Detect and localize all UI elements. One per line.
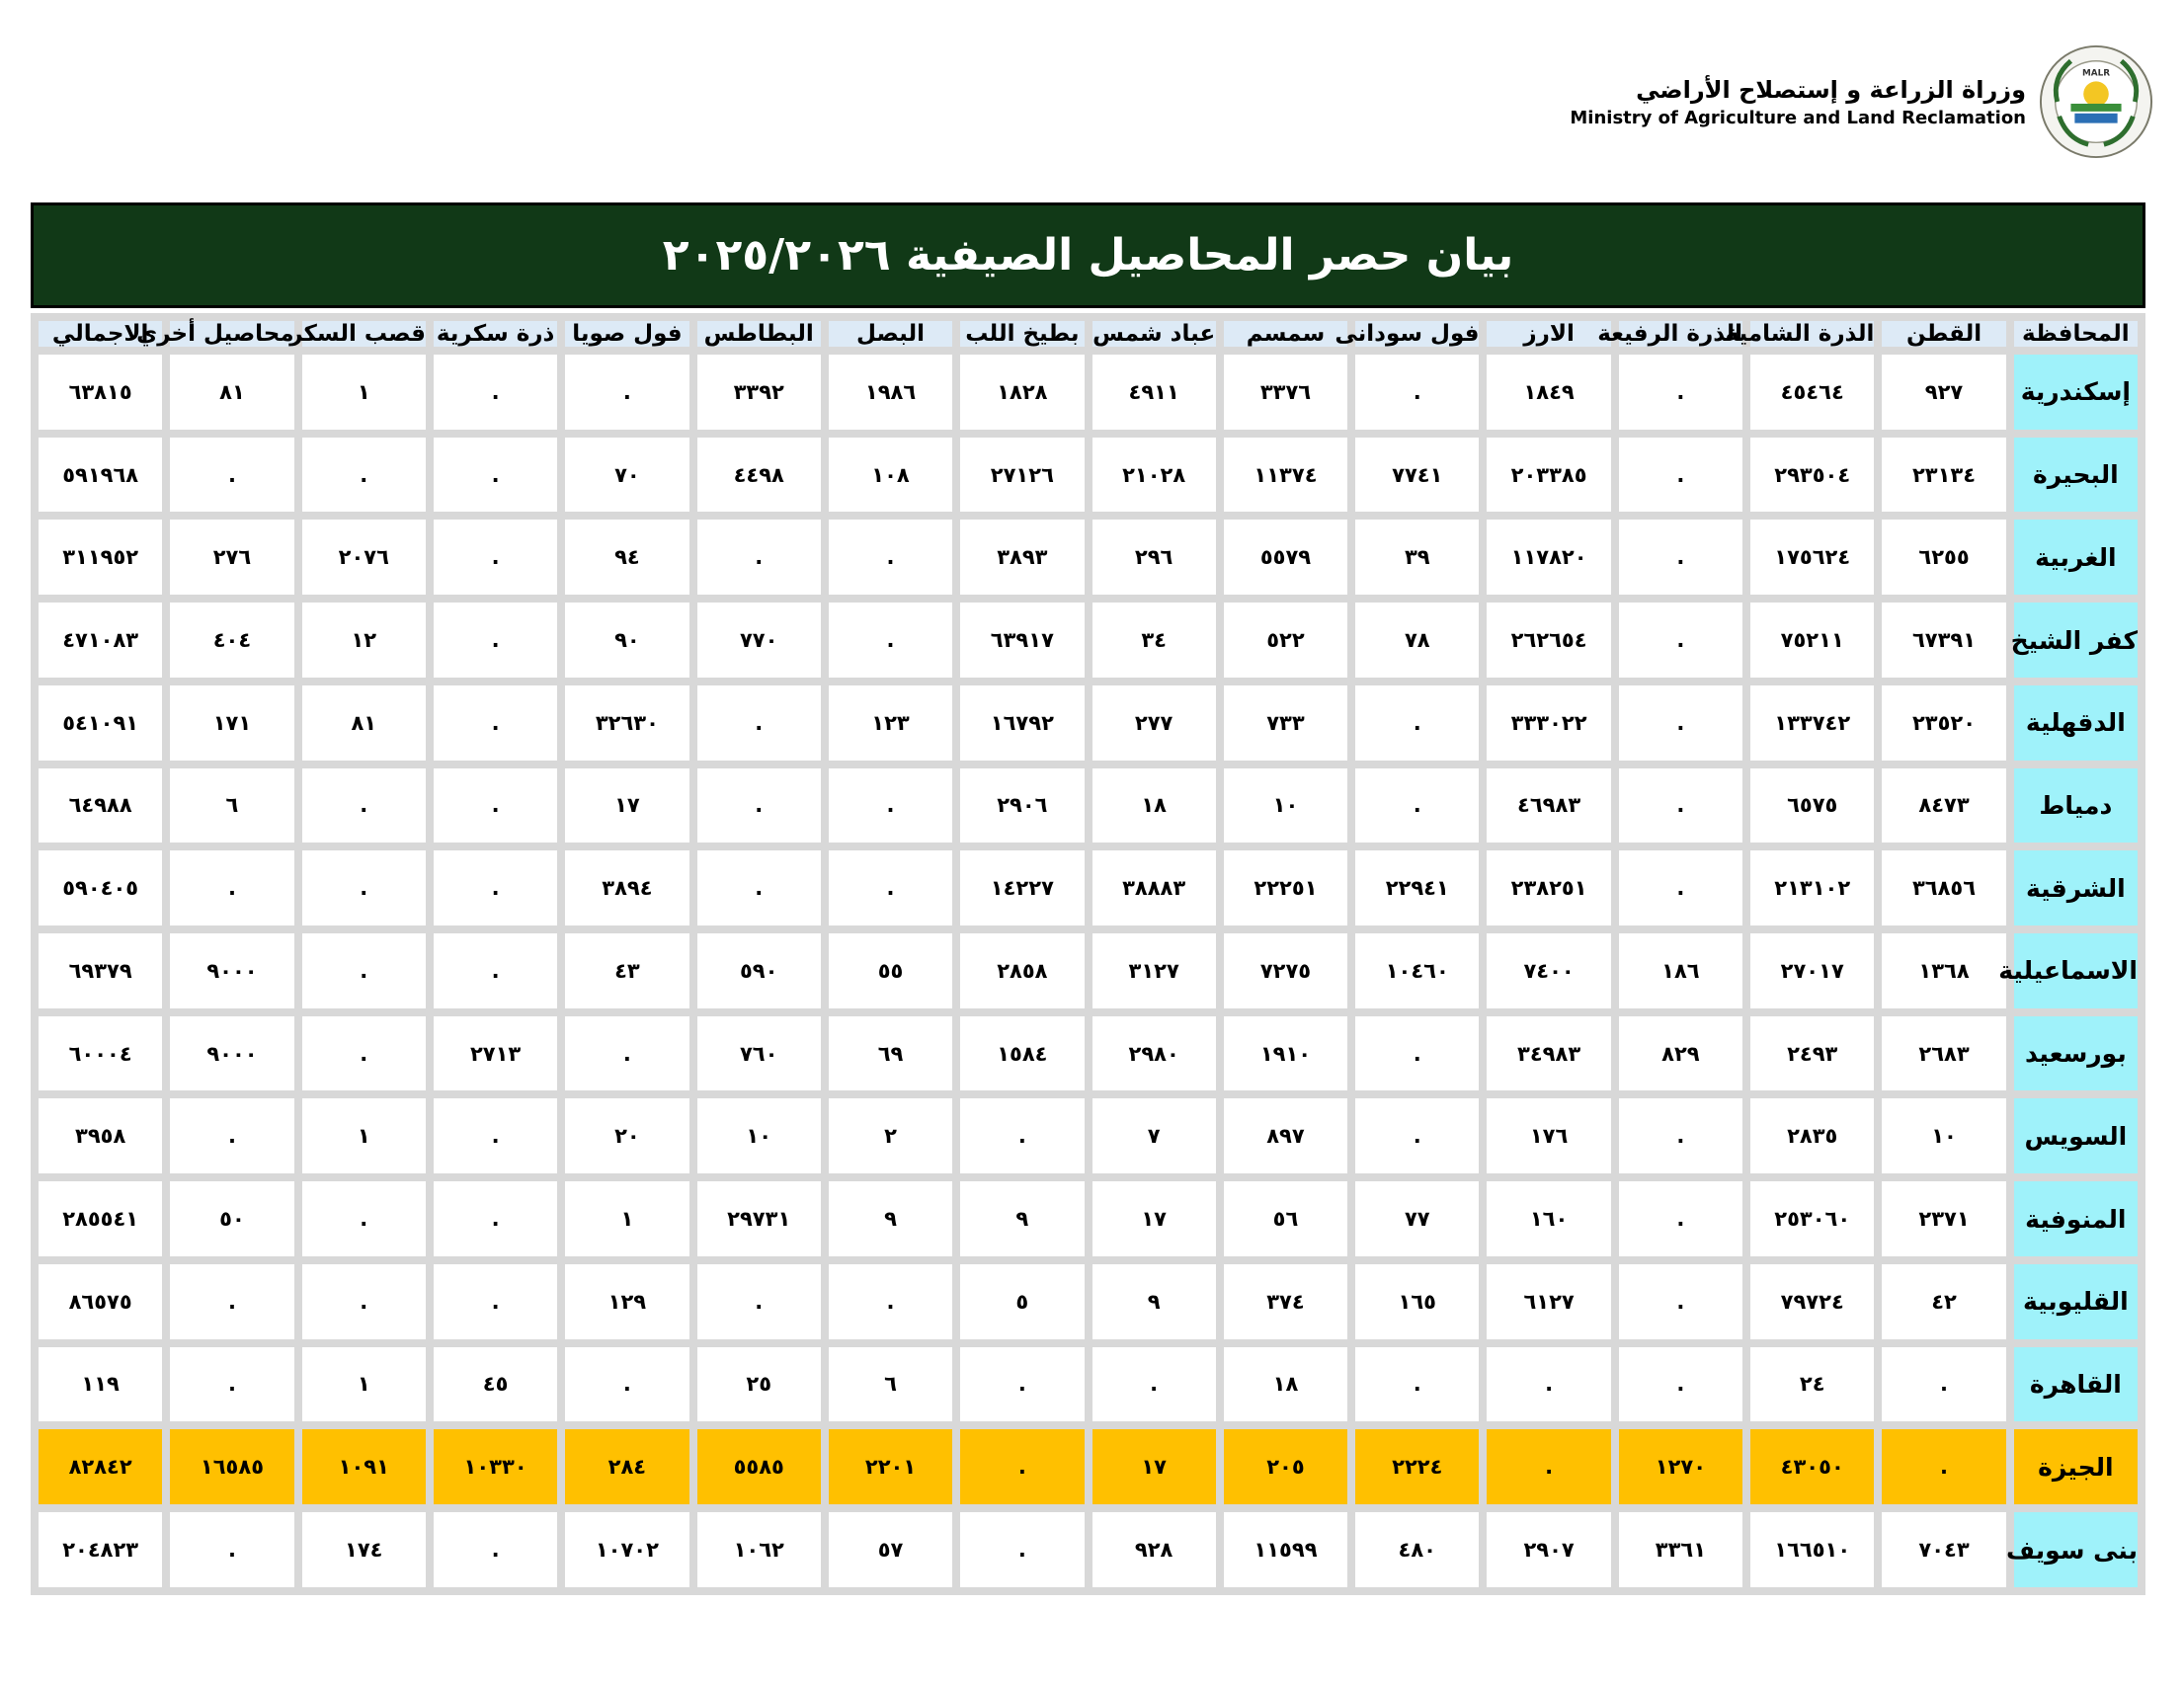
governorate-cell: الجيزة bbox=[2014, 1429, 2138, 1504]
value-cell: . bbox=[302, 933, 426, 1008]
column-header: الارز bbox=[1487, 321, 1610, 347]
column-header: البطاطس bbox=[697, 321, 821, 347]
value-cell: ٦٩٣٧٩ bbox=[39, 933, 162, 1008]
value-cell: ٥٧ bbox=[829, 1512, 952, 1587]
value-cell: . bbox=[302, 1264, 426, 1339]
value-cell: . bbox=[434, 768, 557, 844]
table-row bbox=[39, 685, 2138, 761]
column-header: الذرة الشامية bbox=[1725, 321, 1875, 347]
value-cell: ١ bbox=[302, 1347, 426, 1422]
value-cell: ١٩١٠ bbox=[1224, 1016, 1347, 1091]
value-cell: . bbox=[434, 603, 557, 678]
value-cell: ٦١٢٧ bbox=[1487, 1264, 1610, 1339]
value-cell: ٤٦٩٨٣ bbox=[1487, 768, 1610, 844]
value-cell: ٦٤٩٨٨ bbox=[39, 768, 162, 844]
governorate-cell: الاسماعيلية bbox=[2014, 933, 2138, 1008]
value-cell: ١٦٦٥١٠ bbox=[1750, 1512, 1874, 1587]
column-header: المحافظة bbox=[2014, 321, 2138, 347]
value-cell: ١٣٦٨ bbox=[1882, 933, 2005, 1008]
value-cell: . bbox=[960, 1512, 1084, 1587]
value-cell: ٦ bbox=[829, 1347, 952, 1422]
value-cell: . bbox=[1619, 1347, 1742, 1422]
governorate-cell: القاهرة bbox=[2014, 1347, 2138, 1422]
value-cell: . bbox=[434, 1512, 557, 1587]
governorate-cell: الغربية bbox=[2014, 520, 2138, 595]
value-cell: ٣٧٤ bbox=[1224, 1264, 1347, 1339]
value-cell: ٢١٣١٠٢ bbox=[1750, 850, 1874, 925]
column-header: محاصيل أخري bbox=[136, 321, 294, 347]
value-cell: ٥٢٢ bbox=[1224, 603, 1347, 678]
value-cell: ٩ bbox=[960, 1181, 1084, 1256]
table-row bbox=[39, 850, 2138, 925]
column-header: سمسم bbox=[1224, 321, 1347, 347]
table-row bbox=[39, 520, 2138, 595]
governorate-cell: بورسعيد bbox=[2014, 1016, 2138, 1091]
value-cell: . bbox=[1619, 1098, 1742, 1173]
value-cell: ٢٧٧ bbox=[1092, 685, 1216, 761]
value-cell: ٣٣٧٦ bbox=[1224, 355, 1347, 430]
governorate-cell: المنوفية bbox=[2014, 1181, 2138, 1256]
table-body bbox=[39, 355, 2138, 1587]
value-cell: ٥٦ bbox=[1224, 1181, 1347, 1256]
value-cell: . bbox=[170, 438, 293, 513]
value-cell: ٢٤ bbox=[1750, 1347, 1874, 1422]
value-cell: . bbox=[565, 355, 688, 430]
governorate-cell: بنى سويف bbox=[2014, 1512, 2138, 1587]
value-cell: ٢٧٦ bbox=[170, 520, 293, 595]
value-cell: ٢٩٠٧ bbox=[1487, 1512, 1610, 1587]
value-cell: ١٧ bbox=[1092, 1181, 1216, 1256]
table-row bbox=[39, 603, 2138, 678]
value-cell: ٨٩٧ bbox=[1224, 1098, 1347, 1173]
value-cell: ٨٢٨٤٢ bbox=[39, 1429, 162, 1504]
value-cell: ١١٥٩٩ bbox=[1224, 1512, 1347, 1587]
value-cell: . bbox=[434, 1264, 557, 1339]
value-cell: ١٠ bbox=[1224, 768, 1347, 844]
governorate-cell: الشرقية bbox=[2014, 850, 2138, 925]
value-cell: . bbox=[960, 1098, 1084, 1173]
value-cell: . bbox=[1355, 1016, 1479, 1091]
value-cell: . bbox=[697, 685, 821, 761]
value-cell: ٣٦٨٥٦ bbox=[1882, 850, 2005, 925]
value-cell: ٢٠٧٦ bbox=[302, 520, 426, 595]
value-cell: ٢٧١٢٦ bbox=[960, 438, 1084, 513]
value-cell: ٢٣٥٢٠ bbox=[1882, 685, 2005, 761]
value-cell: . bbox=[434, 1181, 557, 1256]
column-header: ذرة سكرية bbox=[434, 321, 557, 347]
value-cell: . bbox=[697, 768, 821, 844]
column-header: عباد شمس bbox=[1092, 321, 1216, 347]
value-cell: ٧٠ bbox=[565, 438, 688, 513]
value-cell: . bbox=[302, 1016, 426, 1091]
value-cell: ١٧٦ bbox=[1487, 1098, 1610, 1173]
value-cell: ١٨ bbox=[1224, 1347, 1347, 1422]
value-cell: ١٩٨٦ bbox=[829, 355, 952, 430]
value-cell: . bbox=[302, 1181, 426, 1256]
value-cell: ٢٣١٣٤ bbox=[1882, 438, 2005, 513]
ministry-name bbox=[1570, 73, 2026, 130]
value-cell: ٢٥٣٠٦٠ bbox=[1750, 1181, 1874, 1256]
value-cell: ٩٠٠٠ bbox=[170, 933, 293, 1008]
value-cell: . bbox=[170, 1512, 293, 1587]
table-row bbox=[39, 933, 2138, 1008]
value-cell: ١٥٨٤ bbox=[960, 1016, 1084, 1091]
value-cell: ٢٢٢٤ bbox=[1355, 1429, 1479, 1504]
table-row bbox=[39, 1016, 2138, 1091]
value-cell: ٥٥٧٩ bbox=[1224, 520, 1347, 595]
value-cell: ٣٨٨٨٣ bbox=[1092, 850, 1216, 925]
title-bar bbox=[31, 202, 2145, 308]
value-cell: ١٢ bbox=[302, 603, 426, 678]
value-cell: ٣٨٩٣ bbox=[960, 520, 1084, 595]
value-cell: ٩٢٧ bbox=[1882, 355, 2005, 430]
value-cell: ٢٩٦ bbox=[1092, 520, 1216, 595]
value-cell: ٤٤٩٨ bbox=[697, 438, 821, 513]
governorate-cell: البحيرة bbox=[2014, 438, 2138, 513]
value-cell: ١٢٧٠ bbox=[1619, 1429, 1742, 1504]
value-cell: ٧٠٤٣ bbox=[1882, 1512, 2005, 1587]
value-cell: ٢٧١٣ bbox=[434, 1016, 557, 1091]
value-cell: ٥٩٠ bbox=[697, 933, 821, 1008]
value-cell: . bbox=[1355, 768, 1479, 844]
value-cell: . bbox=[1355, 355, 1479, 430]
value-cell: ٩ bbox=[829, 1181, 952, 1256]
value-cell: . bbox=[697, 850, 821, 925]
value-cell: ٢ bbox=[829, 1098, 952, 1173]
value-cell: . bbox=[1619, 520, 1742, 595]
page-header bbox=[1570, 47, 2154, 156]
value-cell: ٢٩٨٠ bbox=[1092, 1016, 1216, 1091]
value-cell: ٥ bbox=[960, 1264, 1084, 1339]
value-cell: ٢٨٥٨ bbox=[960, 933, 1084, 1008]
value-cell: ٩٠٠٠ bbox=[170, 1016, 293, 1091]
governorate-cell: الدقهلية bbox=[2014, 685, 2138, 761]
column-header: البصل bbox=[829, 321, 952, 347]
value-cell: . bbox=[170, 850, 293, 925]
governorate-cell: إسكندرية bbox=[2014, 355, 2138, 430]
value-cell: ٨١ bbox=[302, 685, 426, 761]
value-cell: ٢٠٤٨٢٣ bbox=[39, 1512, 162, 1587]
value-cell: ٩٢٨ bbox=[1092, 1512, 1216, 1587]
value-cell: ١٤٢٢٧ bbox=[960, 850, 1084, 925]
value-cell: ١٧ bbox=[565, 768, 688, 844]
value-cell: ٢٢٩٤١ bbox=[1355, 850, 1479, 925]
value-cell: ٨٤٧٣ bbox=[1882, 768, 2005, 844]
value-cell: ١٠ bbox=[697, 1098, 821, 1173]
value-cell: . bbox=[1882, 1347, 2005, 1422]
governorate-cell: القليوبية bbox=[2014, 1264, 2138, 1339]
value-cell: . bbox=[434, 933, 557, 1008]
column-header: فول سودانى bbox=[1335, 321, 1480, 347]
value-cell: . bbox=[1619, 685, 1742, 761]
value-cell: ١٧٤ bbox=[302, 1512, 426, 1587]
table-row bbox=[39, 768, 2138, 844]
column-header: بطيخ اللب bbox=[960, 321, 1084, 347]
value-cell: ٤٧١٠٨٣ bbox=[39, 603, 162, 678]
value-cell: . bbox=[565, 1016, 688, 1091]
table-row bbox=[39, 1429, 2138, 1504]
value-cell: ١٦٥ bbox=[1355, 1264, 1479, 1339]
value-cell: ٣١١٩٥٢ bbox=[39, 520, 162, 595]
value-cell: ٥٥٨٥ bbox=[697, 1429, 821, 1504]
value-cell: ٧٧٠ bbox=[697, 603, 821, 678]
value-cell: ١١٩ bbox=[39, 1347, 162, 1422]
value-cell: ١٧ bbox=[1092, 1429, 1216, 1504]
value-cell: ١١٧٨٢٠ bbox=[1487, 520, 1610, 595]
value-cell: ٢٥ bbox=[697, 1347, 821, 1422]
table-header-row bbox=[39, 321, 2138, 347]
value-cell: . bbox=[1619, 438, 1742, 513]
value-cell: ١٦٠ bbox=[1487, 1181, 1610, 1256]
page-title: بيان حصر المحاصيل الصيفية ٢٠٢٥/٢٠٢٦ bbox=[662, 230, 1514, 281]
value-cell: ٤٣٠٥٠ bbox=[1750, 1429, 1874, 1504]
value-cell: . bbox=[1619, 1264, 1742, 1339]
ministry-logo-icon bbox=[2038, 43, 2154, 160]
column-header: الاجمالي bbox=[39, 321, 162, 347]
value-cell: . bbox=[1619, 850, 1742, 925]
value-cell: ٤٥ bbox=[434, 1347, 557, 1422]
value-cell: . bbox=[829, 1264, 952, 1339]
value-cell: . bbox=[302, 850, 426, 925]
value-cell: ١٠٤٦٠ bbox=[1355, 933, 1479, 1008]
value-cell: . bbox=[170, 1098, 293, 1173]
value-cell: ٢٨٤ bbox=[565, 1429, 688, 1504]
value-cell: . bbox=[1355, 1098, 1479, 1173]
crops-table-container bbox=[31, 313, 2145, 1595]
ministry-name-arabic: وزراة الزراعة و إستصلاح الأراضي bbox=[1636, 76, 2026, 104]
value-cell: ٢٠ bbox=[565, 1098, 688, 1173]
value-cell: ٩ bbox=[1092, 1264, 1216, 1339]
value-cell: ٦٣٨١٥ bbox=[39, 355, 162, 430]
value-cell: ٩٠ bbox=[565, 603, 688, 678]
value-cell: ٢٦٨٣ bbox=[1882, 1016, 2005, 1091]
value-cell: ٣٤٩٨٣ bbox=[1487, 1016, 1610, 1091]
value-cell: ٢٩٧٣١ bbox=[697, 1181, 821, 1256]
value-cell: . bbox=[434, 438, 557, 513]
value-cell: . bbox=[1882, 1429, 2005, 1504]
value-cell: . bbox=[697, 520, 821, 595]
value-cell: ٢٨٥٥٤١ bbox=[39, 1181, 162, 1256]
value-cell: . bbox=[960, 1429, 1084, 1504]
value-cell: ١٧١ bbox=[170, 685, 293, 761]
value-cell: . bbox=[434, 355, 557, 430]
value-cell: . bbox=[1355, 1347, 1479, 1422]
value-cell: . bbox=[434, 1098, 557, 1173]
value-cell: ٣٤ bbox=[1092, 603, 1216, 678]
column-header: الذرة الرفيعة bbox=[1597, 321, 1743, 347]
value-cell: ٨٢٩ bbox=[1619, 1016, 1742, 1091]
value-cell: ١٨٤٩ bbox=[1487, 355, 1610, 430]
value-cell: ٤٥٤٦٤ bbox=[1750, 355, 1874, 430]
value-cell: . bbox=[1487, 1429, 1610, 1504]
value-cell: ٥٩٠٤٠٥ bbox=[39, 850, 162, 925]
value-cell: ٧٦٠ bbox=[697, 1016, 821, 1091]
value-cell: . bbox=[170, 1264, 293, 1339]
value-cell: ٦٥٧٥ bbox=[1750, 768, 1874, 844]
table-row bbox=[39, 1181, 2138, 1256]
table-row bbox=[39, 1512, 2138, 1587]
value-cell: . bbox=[434, 520, 557, 595]
value-cell: ١٦٥٨٥ bbox=[170, 1429, 293, 1504]
value-cell: ١١٣٧٤ bbox=[1224, 438, 1347, 513]
value-cell: ٥٩١٩٦٨ bbox=[39, 438, 162, 513]
value-cell: ٤٠٤ bbox=[170, 603, 293, 678]
value-cell: ٢٦٢٦٥٤ bbox=[1487, 603, 1610, 678]
value-cell: ١ bbox=[565, 1181, 688, 1256]
value-cell: ٧٥٢١١ bbox=[1750, 603, 1874, 678]
value-cell: . bbox=[829, 520, 952, 595]
governorate-cell: دمياط bbox=[2014, 768, 2138, 844]
value-cell: ٣٩٥٨ bbox=[39, 1098, 162, 1173]
value-cell: ٣٢٦٣٠ bbox=[565, 685, 688, 761]
value-cell: ٥٤١٠٩١ bbox=[39, 685, 162, 761]
value-cell: ١٠٧٠٢ bbox=[565, 1512, 688, 1587]
value-cell: ٣٣٣٠٢٢ bbox=[1487, 685, 1610, 761]
value-cell: ١٠٦٢ bbox=[697, 1512, 821, 1587]
value-cell: ١٨ bbox=[1092, 768, 1216, 844]
value-cell: ٤٨٠ bbox=[1355, 1512, 1479, 1587]
value-cell: . bbox=[1355, 685, 1479, 761]
value-cell: ١٢٣ bbox=[829, 685, 952, 761]
value-cell: ٤٣ bbox=[565, 933, 688, 1008]
column-header: فول صويا bbox=[565, 321, 688, 347]
value-cell: ١٠٩١ bbox=[302, 1429, 426, 1504]
value-cell: . bbox=[829, 603, 952, 678]
value-cell: ٧٩٧٢٤ bbox=[1750, 1264, 1874, 1339]
value-cell: ١٣٣٧٤٢ bbox=[1750, 685, 1874, 761]
value-cell: ١ bbox=[302, 1098, 426, 1173]
value-cell: ١٧٥٦٢٤ bbox=[1750, 520, 1874, 595]
value-cell: ٧٧ bbox=[1355, 1181, 1479, 1256]
value-cell: ٢٨٣٥ bbox=[1750, 1098, 1874, 1173]
value-cell: ٨٦٥٧٥ bbox=[39, 1264, 162, 1339]
value-cell: . bbox=[302, 438, 426, 513]
value-cell: . bbox=[829, 850, 952, 925]
value-cell: ٣٨٩٤ bbox=[565, 850, 688, 925]
value-cell: ١ bbox=[302, 355, 426, 430]
value-cell: ١٠٨ bbox=[829, 438, 952, 513]
column-header: القطن bbox=[1882, 321, 2005, 347]
table-row bbox=[39, 355, 2138, 430]
value-cell: . bbox=[1619, 1181, 1742, 1256]
value-cell: ٢٩٣٥٠٤ bbox=[1750, 438, 1874, 513]
value-cell: ١٠ bbox=[1882, 1098, 2005, 1173]
value-cell: ٢٣٨٢٥١ bbox=[1487, 850, 1610, 925]
value-cell: ٢٠٥ bbox=[1224, 1429, 1347, 1504]
column-header: قصب السكر bbox=[289, 321, 426, 347]
value-cell: . bbox=[302, 768, 426, 844]
value-cell: ٦٧٣٩١ bbox=[1882, 603, 2005, 678]
value-cell: . bbox=[960, 1347, 1084, 1422]
crops-table bbox=[31, 313, 2145, 1595]
value-cell: . bbox=[829, 768, 952, 844]
value-cell: ٥٠ bbox=[170, 1181, 293, 1256]
value-cell: . bbox=[170, 1347, 293, 1422]
value-cell: ٢٩٠٦ bbox=[960, 768, 1084, 844]
value-cell: ٢١٠٢٨ bbox=[1092, 438, 1216, 513]
governorate-cell: السويس bbox=[2014, 1098, 2138, 1173]
value-cell: ٣٩ bbox=[1355, 520, 1479, 595]
value-cell: ١٦٧٩٢ bbox=[960, 685, 1084, 761]
value-cell: . bbox=[1619, 768, 1742, 844]
value-cell: ٢٣٧١ bbox=[1882, 1181, 2005, 1256]
value-cell: ٤٢ bbox=[1882, 1264, 2005, 1339]
governorate-cell: كفر الشيخ bbox=[2014, 603, 2138, 678]
value-cell: ٧ bbox=[1092, 1098, 1216, 1173]
table-row bbox=[39, 1347, 2138, 1422]
value-cell: ٢٧٠١٧ bbox=[1750, 933, 1874, 1008]
value-cell: ٦٢٥٥ bbox=[1882, 520, 2005, 595]
value-cell: ١٢٩ bbox=[565, 1264, 688, 1339]
value-cell: ٨١ bbox=[170, 355, 293, 430]
value-cell: . bbox=[1619, 355, 1742, 430]
table-row bbox=[39, 438, 2138, 513]
value-cell: . bbox=[1092, 1347, 1216, 1422]
ministry-name-english: Ministry of Agriculture and Land Reclamation bbox=[1570, 108, 2026, 128]
value-cell: ٥٥ bbox=[829, 933, 952, 1008]
value-cell: ٣١٢٧ bbox=[1092, 933, 1216, 1008]
value-cell: . bbox=[1487, 1347, 1610, 1422]
value-cell: . bbox=[697, 1264, 821, 1339]
value-cell: ٢٠٣٣٨٥ bbox=[1487, 438, 1610, 513]
value-cell: ٧٨ bbox=[1355, 603, 1479, 678]
value-cell: ٧٣٣ bbox=[1224, 685, 1347, 761]
table-row bbox=[39, 1098, 2138, 1173]
table-row bbox=[39, 1264, 2138, 1339]
value-cell: ٢٢٢٥١ bbox=[1224, 850, 1347, 925]
value-cell: ١٨٦ bbox=[1619, 933, 1742, 1008]
value-cell: ٢٤٩٣ bbox=[1750, 1016, 1874, 1091]
value-cell: ٧٢٧٥ bbox=[1224, 933, 1347, 1008]
value-cell: . bbox=[434, 850, 557, 925]
value-cell: ١٨٢٨ bbox=[960, 355, 1084, 430]
value-cell: ٧٤٠٠ bbox=[1487, 933, 1610, 1008]
value-cell: . bbox=[434, 685, 557, 761]
value-cell: ٦٠٠٠٤ bbox=[39, 1016, 162, 1091]
value-cell: ٩٤ bbox=[565, 520, 688, 595]
value-cell: . bbox=[565, 1347, 688, 1422]
value-cell: ٦٩ bbox=[829, 1016, 952, 1091]
logo-text: MALR bbox=[2081, 68, 2111, 79]
value-cell: ٤٩١١ bbox=[1092, 355, 1216, 430]
value-cell: ١٠٣٣٠ bbox=[434, 1429, 557, 1504]
value-cell: ٦٣٩١٧ bbox=[960, 603, 1084, 678]
value-cell: ٣٣٩٢ bbox=[697, 355, 821, 430]
value-cell: ٦ bbox=[170, 768, 293, 844]
value-cell: ٢٢٠١ bbox=[829, 1429, 952, 1504]
value-cell: ٣٣٦١ bbox=[1619, 1512, 1742, 1587]
value-cell: . bbox=[1619, 603, 1742, 678]
value-cell: ٧٧٤١ bbox=[1355, 438, 1479, 513]
